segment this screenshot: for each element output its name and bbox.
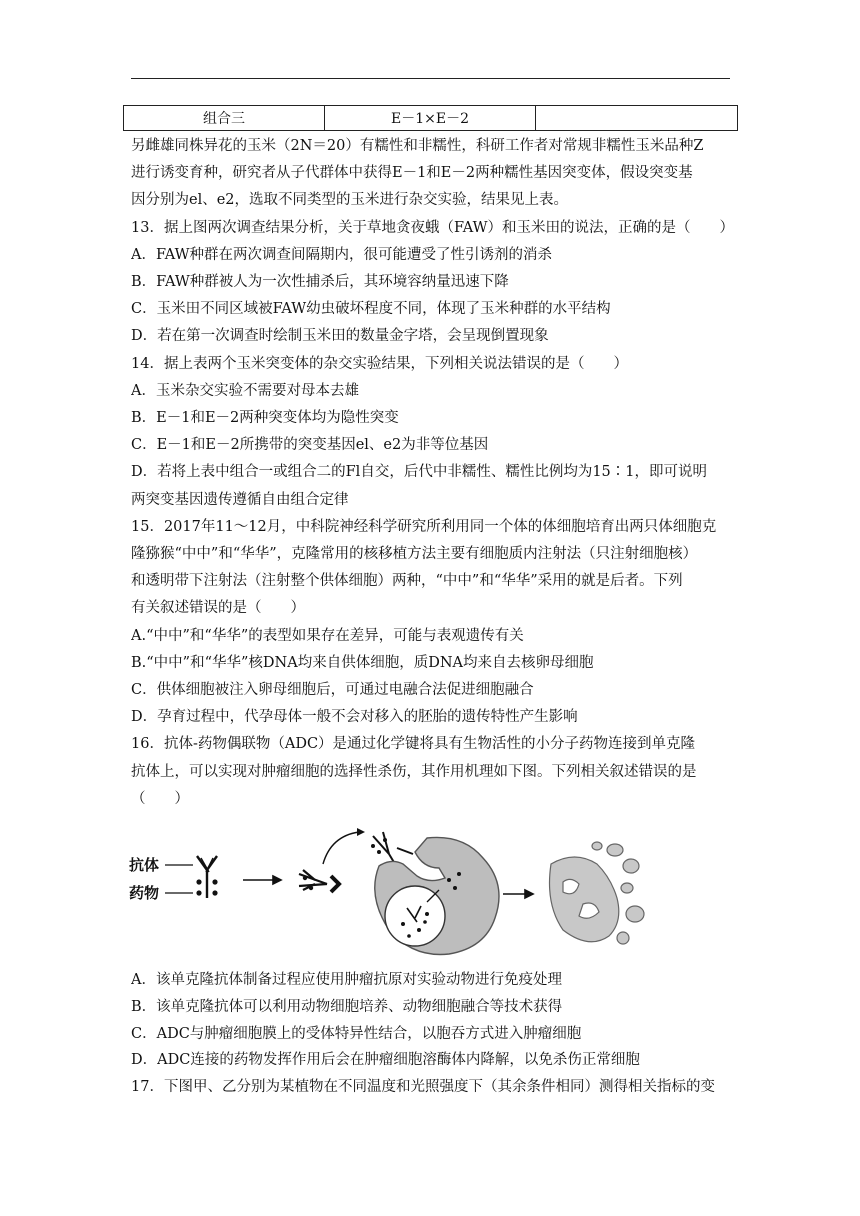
- question-15-stem: 15．2017年11～12月，中科院神经科学研究所利用同一个体的体细胞培育出两只体细胞克: [131, 518, 717, 535]
- receptor-icon: [331, 876, 339, 892]
- adc-entering-icon: [373, 832, 413, 864]
- text-line: 因分别为el、e2，选取不同类型的玉米进行杂交实验，结果见上表。: [131, 192, 569, 209]
- option-16-d: D．ADC连接的药物发挥作用后会在肿瘤细胞溶酶体内降解，以免杀伤正常细胞: [131, 1052, 640, 1069]
- question-16-blank: （ ）: [131, 790, 189, 807]
- antibody-binding-receptor-icon: [299, 870, 327, 890]
- option-16-b: B．该单克隆抗体可以利用动物细胞培养、动物细胞融合等技术获得: [131, 998, 563, 1015]
- figure-label-antibody: 抗体: [129, 857, 160, 874]
- endosome-icon: [385, 886, 445, 946]
- option-14-c: C．E－1和E－2所携带的突变基因el、e2为非等位基因: [131, 437, 489, 454]
- figure-label-drug: 药物: [129, 885, 160, 902]
- curved-arrow-head-icon: [357, 828, 365, 836]
- question-17-stem: 17．下图甲、乙分别为某植物在不同温度和光照强度下（其余条件相同）测得相关指标的变: [131, 1079, 715, 1096]
- option-13-a: A．FAW种群在两次调查间隔期内，很可能遭受了性引诱剂的消杀: [131, 246, 553, 263]
- option-15-a: A.“中中”和“华华”的表型如果存在差异，可能与表观遗传有关: [131, 627, 524, 644]
- text-line: 另雌雄同株异花的玉米（2N＝20）有糯性和非糯性，科研工作者对常规非糯性玉米品种Z: [131, 138, 704, 154]
- drug-dots-icon: [371, 838, 387, 854]
- question-16-stem: 16．抗体-药物偶联物（ADC）是通过化学键将具有生物活性的小分子药物连接到单克隆: [131, 736, 696, 753]
- question-14-stem: 14．据上表两个玉米突变体的杂交实验结果，下列相关说法错误的是（ ）: [131, 355, 628, 372]
- question-15-stem-cont: 和透明带下注射法（注射整个供体细胞）两种，“中中”和“华华”采用的就是后者。下列: [131, 573, 683, 590]
- header-rule: [131, 78, 730, 79]
- option-15-c: C．供体细胞被注入卵母细胞后，可通过电融合法促进细胞融合: [131, 682, 534, 699]
- option-15-d: D．孕育过程中，代孕母体一般不会对移入的胚胎的遗传特性产生影响: [131, 709, 578, 726]
- table-cell-label: 组合三: [124, 106, 325, 131]
- option-13-d: D．若在第一次调查时绘制玉米田的数量金字塔，会呈现倒置现象: [131, 328, 549, 345]
- option-14-a: A．玉米杂交实验不需要对母本去雄: [131, 382, 359, 399]
- option-14-d-cont: 两突变基因遗传遵循自由组合定律: [131, 491, 349, 508]
- option-16-a: A．该单克隆抗体制备过程应使用肿瘤抗原对实验动物进行免疫处理: [131, 972, 562, 988]
- option-13-c: C．玉米田不同区域被FAW幼虫破坏程度不同，体现了玉米种群的水平结构: [131, 301, 611, 318]
- label-pointer-lines: [165, 865, 193, 893]
- curved-arrow-icon: [323, 832, 359, 864]
- option-16-c: C．ADC与肿瘤细胞膜上的受体特异性结合，以胞吞方式进入肿瘤细胞: [131, 1025, 582, 1042]
- question-13-stem: 13．据上图两次调查结果分析，关于草地贪夜蛾（FAW）和玉米田的说法，正确的是（ ）: [131, 219, 735, 236]
- option-13-b: B．FAW种群被人为一次性捕杀后，其环境容纳量迅速下降: [131, 274, 509, 291]
- dead-tumor-cell-icon: [550, 842, 645, 944]
- option-15-b: B.“中中”和“华华”核DNA均来自供体细胞，质DNA均来自去核卵母细胞: [131, 654, 594, 671]
- question-15-stem-cont: 隆猕猴“中中”和“华华”，克隆常用的核移植方法主要有细胞质内注射法（只注射细胞核）: [131, 546, 698, 563]
- question-text: [131, 133, 737, 813]
- arrow-icon: [503, 890, 533, 898]
- option-14-d: D．若将上表中组合一或组合二的Fl自交，后代中非糯性、糯性比例均为15∶1，即可说明: [131, 464, 707, 481]
- arrow-icon: [243, 876, 281, 884]
- text-line: 进行诱变育种，研究者从子代群体中获得E－1和E－2两种糯性基因突变体，假设突变基: [131, 165, 693, 182]
- question-16-stem-cont: 抗体上，可以实现对肿瘤细胞的选择性杀伤，其作用机理如下图。下列相关叙述错误的是: [131, 763, 697, 780]
- table-cell-value: E－1×E－2: [325, 106, 536, 131]
- question-15-stem-cont: 有关叙述错误的是（ ）: [131, 600, 305, 617]
- table-row: [124, 106, 738, 131]
- table-cell-extra: [536, 106, 738, 131]
- question-text-continued: [131, 967, 737, 1101]
- adc-mechanism-figure: [127, 818, 647, 958]
- option-14-b: B．E－1和E－2两种突变体均为隐性突变: [131, 410, 399, 427]
- cross-table: [123, 105, 738, 131]
